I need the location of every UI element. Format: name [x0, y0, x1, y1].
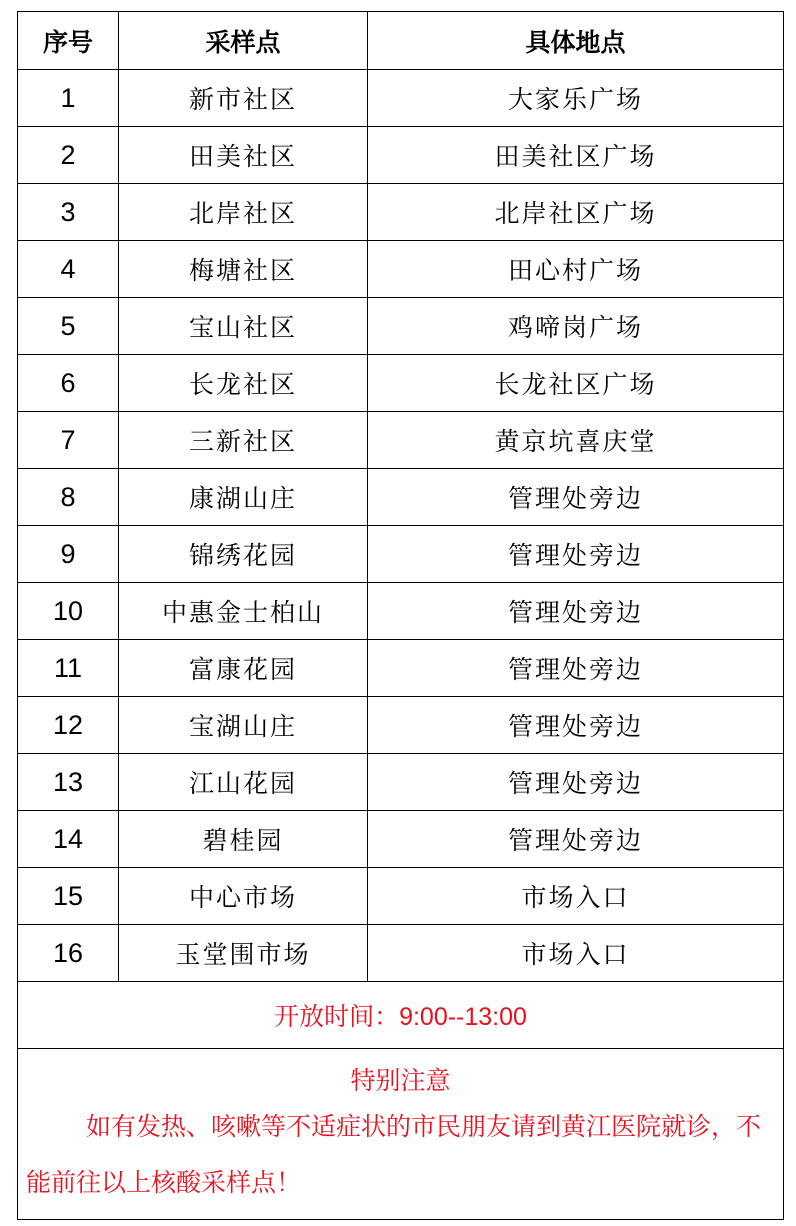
cell-sampling-site: 北岸社区 — [119, 184, 368, 241]
notice-cell — [18, 1049, 784, 1220]
table-row — [18, 697, 784, 754]
cell-number: 16 — [18, 925, 119, 982]
cell-sampling-site: 锦绣花园 — [119, 526, 368, 583]
table-row — [18, 754, 784, 811]
cell-number: 15 — [18, 868, 119, 925]
cell-number: 4 — [18, 241, 119, 298]
notice-body: 如有发热、咳嗽等不适症状的市民朋友请到黄江医院就诊，不能前往以上核酸采样点！ — [26, 1112, 762, 1197]
cell-number: 10 — [18, 583, 119, 640]
table-row — [18, 640, 784, 697]
header-location: 具体地点 — [368, 12, 784, 70]
cell-sampling-site: 田美社区 — [119, 127, 368, 184]
cell-sampling-site: 长龙社区 — [119, 355, 368, 412]
table-row — [18, 925, 784, 982]
table-row — [18, 583, 784, 640]
cell-sampling-site: 康湖山庄 — [119, 469, 368, 526]
cell-number: 1 — [18, 70, 119, 127]
table-row — [18, 868, 784, 925]
cell-location: 市场入口 — [368, 868, 784, 925]
cell-sampling-site: 中惠金士柏山 — [119, 583, 368, 640]
table-row — [18, 355, 784, 412]
cell-location: 长龙社区广场 — [368, 355, 784, 412]
cell-sampling-site: 富康花园 — [119, 640, 368, 697]
cell-sampling-site: 梅塘社区 — [119, 241, 368, 298]
cell-location: 田美社区广场 — [368, 127, 784, 184]
cell-number: 6 — [18, 355, 119, 412]
cell-number: 13 — [18, 754, 119, 811]
notice-row — [18, 1049, 784, 1220]
cell-location: 鸡啼岗广场 — [368, 298, 784, 355]
cell-number: 3 — [18, 184, 119, 241]
cell-number: 8 — [18, 469, 119, 526]
table-row — [18, 127, 784, 184]
cell-number: 11 — [18, 640, 119, 697]
sampling-sites-table — [17, 11, 784, 1220]
cell-sampling-site: 江山花园 — [119, 754, 368, 811]
table-header-row — [18, 12, 784, 70]
cell-sampling-site: 中心市场 — [119, 868, 368, 925]
table-row — [18, 70, 784, 127]
header-sampling-site: 采样点 — [119, 12, 368, 70]
sampling-sites-sheet — [17, 11, 783, 1220]
cell-number: 12 — [18, 697, 119, 754]
table-row — [18, 298, 784, 355]
cell-location: 管理处旁边 — [368, 469, 784, 526]
cell-location: 北岸社区广场 — [368, 184, 784, 241]
cell-sampling-site: 宝湖山庄 — [119, 697, 368, 754]
cell-location: 大家乐广场 — [368, 70, 784, 127]
hours-row — [18, 982, 784, 1049]
cell-sampling-site: 玉堂围市场 — [119, 925, 368, 982]
cell-number: 2 — [18, 127, 119, 184]
table-row — [18, 184, 784, 241]
cell-sampling-site: 三新社区 — [119, 412, 368, 469]
table-row — [18, 811, 784, 868]
cell-location: 管理处旁边 — [368, 697, 784, 754]
table-row — [18, 241, 784, 298]
header-number: 序号 — [18, 12, 119, 70]
cell-location: 黄京坑喜庆堂 — [368, 412, 784, 469]
table-row — [18, 469, 784, 526]
cell-sampling-site: 宝山社区 — [119, 298, 368, 355]
cell-location: 管理处旁边 — [368, 583, 784, 640]
cell-location: 田心村广场 — [368, 241, 784, 298]
table-row — [18, 526, 784, 583]
cell-location: 管理处旁边 — [368, 526, 784, 583]
opening-hours: 开放时间：9:00--13:00 — [18, 982, 784, 1049]
cell-sampling-site: 新市社区 — [119, 70, 368, 127]
cell-number: 9 — [18, 526, 119, 583]
cell-sampling-site: 碧桂园 — [119, 811, 368, 868]
cell-location: 管理处旁边 — [368, 811, 784, 868]
cell-number: 14 — [18, 811, 119, 868]
cell-location: 管理处旁边 — [368, 754, 784, 811]
table-row — [18, 412, 784, 469]
cell-number: 5 — [18, 298, 119, 355]
cell-location: 市场入口 — [368, 925, 784, 982]
cell-number: 7 — [18, 412, 119, 469]
cell-location: 管理处旁边 — [368, 640, 784, 697]
notice-title: 特别注意 — [350, 1066, 451, 1095]
